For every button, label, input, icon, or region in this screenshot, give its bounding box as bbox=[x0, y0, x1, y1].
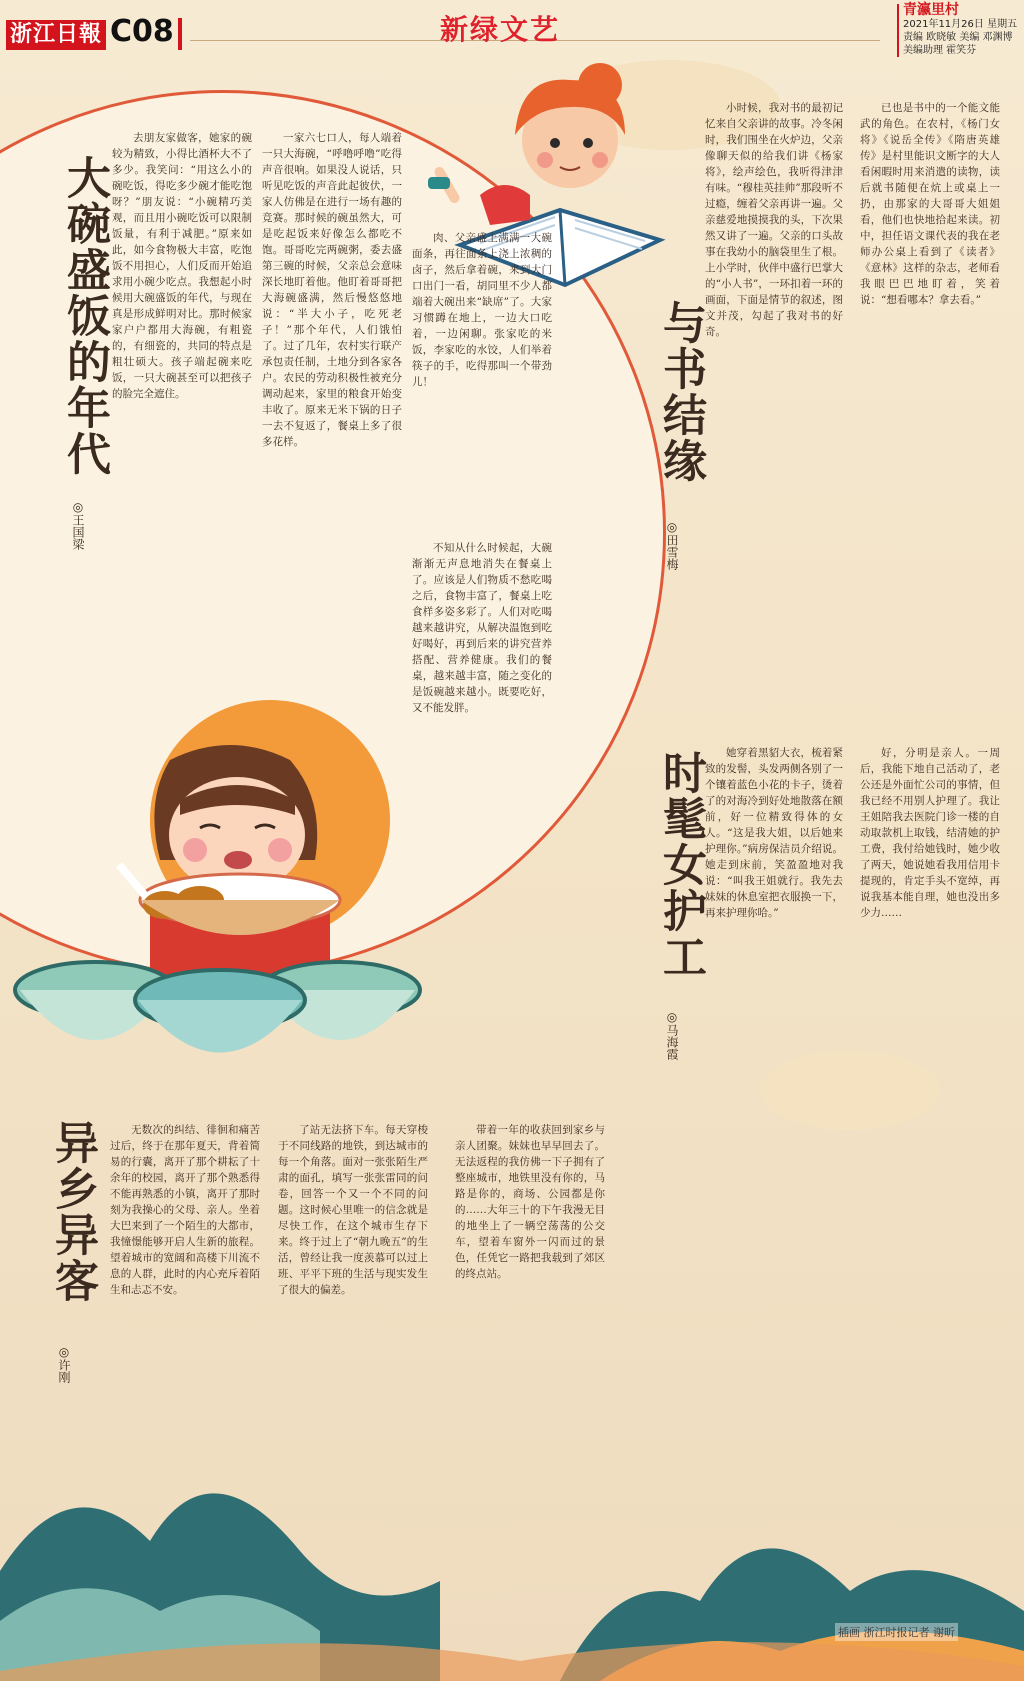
article-column: 肉、父亲盛上满满一大碗面条，再往面条上浇上浓稠的卤子，然后拿着碗，来到大门口出门一看，胡同里不少人都端着大碗出来“缺席”了。大家习惯蹲在地上，一边大口吃着，一边闲聊。张家吃的米饭，李家吃的水饺，人们举着筷子的手，吃得那叫一个带劲儿！ bbox=[412, 232, 552, 388]
editor-line-2: 美编助理 霍笑芬 bbox=[903, 45, 977, 56]
section-title: 新绿文艺 bbox=[440, 13, 561, 46]
edition-meta bbox=[897, 4, 1024, 57]
article-column: 已也是书中的一个能文能武的角色。在农村，《杨门女将》《说岳全传》《隋唐英雄传》是村里能识文断字的大人看闲暇时用来消遣的读物，读后就书随便在炕上或桌上一扔，由那家的大哥哥大姐姐看，他们也快地拾起来读。初中，担任语文课代表的我在老师办公桌上看到了《读者》《意林》这样的杂志，老师看我眼巴巴地盯着，笑着说：“想看哪本？拿去看。” bbox=[860, 102, 1000, 306]
article-column: 无数次的纠结、徘徊和痛苦过后，终于在那年夏天，背着简易的行囊，离开了那个耕耘了十余年的校园，离开了那个熟悉得不能再熟悉的小镇，离开了那时刻为我操心的父母、亲人。坐着大巴来到了一个陌生的大都市，我憧憬能够开启人生新的旅程。望着城市的宽阔和高楼下川流不息的人群，此时的内心充斥着陌生和忐忑不安。 bbox=[110, 1124, 260, 1296]
article-title-big-bowl: 大碗盛饭的年代 bbox=[59, 155, 110, 477]
page-header bbox=[0, 0, 1024, 56]
date-line: 2021年11月26日 星期五 bbox=[903, 19, 1018, 30]
bowls-illustration bbox=[10, 940, 430, 1090]
article-column: 了站无法挤下车。每天穿梭于不同线路的地铁，到达城市的每一个角落。面对一张张陌生严肃的面孔，填写一张张雷同的问卷，回答一个又一个不同的问题。这时候心里唯一的信念就是尽快工作，在这个城市生存下来。终于过上了“朝九晚五”的生活，曾经让我一度羡慕可以过上班、平平下班的生活与现实发生了很大的偏差。 bbox=[278, 1124, 428, 1296]
article-author: ◎许刚 bbox=[57, 1345, 71, 1383]
article-column: 一家六七口人，每人端着一只大海碗，“呼噜呼噜”吃得声音很响。如果没人说话，只听见吃饭的声音此起彼伏，一家人仿佛是在进行一场有趣的竞赛。那时候的碗虽然大，可是吃起饭来好像怎么都吃不饱。哥哥吃完两碗粥，委去盛第三碗的时候，父亲总会意味深长地盯着他。他盯着哥哥把大海碗盛满，然后慢悠悠地说：“半大小子，吃死老子！”那个年代，人们饿怕了。过了几年，农村实行联产承包责任制，土地分到各家各户。农民的劳动积极性被充分调动起来，家里的粮食开始变丰收了。原来无米下锅的日子一去不复返了，餐桌上多了很多花样。 bbox=[262, 132, 402, 448]
article-author: ◎王国梁 bbox=[71, 500, 85, 550]
article-column: 小时候，我对书的最初记忆来自父亲讲的故事。冷冬闲时，我们围坐在火炉边，父亲像聊天似的给我们讲《杨家将》，绘声绘色，我听得津津有味。“穆桂英挂帅”那段听不过瘾，缠着父亲再讲一遍。父亲慈爱地摸摸我的头，下次果然又讲了一遍。父亲的口头故事在我幼小的脑袋里生了根。上小学时，伙伴中盛行巴掌大的“小人书”，一环扣着一环的画面，下面是情节的叙述，图文并茂，勾起了我对书的好奇。 bbox=[705, 102, 843, 338]
article-column: 不知从什么时候起，大碗渐渐无声息地消失在餐桌上了。应该是人们物质不愁吃喝之后，食物丰富了，餐桌上吃食样多姿多彩了。人们对吃喝越来越讲究，从解决温饱到吃好喝好，再到后来的讲究营养搭配、营养健康。我们的餐桌，越来越丰富，随之变化的是饭碗越来越小。既要吃好，又不能发胖。 bbox=[412, 542, 552, 714]
header-divider bbox=[178, 18, 182, 50]
article-column: 好，分明是亲人。一周后，我能下地自己活动了，老公还是外面忙公司的事情，但我已经不用别人护理了。我让王姐陪我去医院门诊一楼的自动取款机上取钱，结清她的护工费，我付给她钱时，她少收了两天，她说她看我用信用卡提现的，肯定手头不宽绰，再说我基本能自理，她也没出多少力…… bbox=[860, 747, 1000, 919]
illustration-credit: 插画 浙江时报记者 谢昕 bbox=[835, 1623, 958, 1641]
article-column: 带着一年的收获回到家乡与亲人团聚。妹妹也早早回去了。无法返程的我仿佛一下子拥有了整座城市，地铁里没有你的，马路是你的，商场、公园都是你的……大年三十的下午我漫无目的地坐上了一辆空荡荡的公交车，望着车窗外一闪而过的景色，任凭它一路把我载到了郊区的终点站。 bbox=[455, 1124, 605, 1280]
article-author: ◎马海霞 bbox=[665, 1010, 679, 1060]
article-column: 去朋友家做客，她家的碗较为精致，小得比酒杯大不了多少。我笑问：“用这么小的碗吃饭，得吃多少碗才能吃饱呀？”朋友说：“小碗精巧美观，而且用小碗吃饭可以限制饭量，有利于减肥。”原来如此，如今食物极大丰富，吃饱饭不用担心，人们反而开始追求用小碗少吃点。我想起小时候用大碗盛饭的年代，与现在真是形成鲜明对比。那时候家家户户都用大海碗，有粗瓷的，有细瓷的，共同的特点是粗壮硕大。孩子端起碗来吃饭，一只大碗甚至可以把孩子的脸完全遮住。 bbox=[112, 132, 252, 400]
article-title-books: 与书结缘 bbox=[655, 300, 706, 484]
edition-brand: 青瀛里村 bbox=[903, 2, 959, 18]
article-author: ◎田雪梅 bbox=[665, 520, 679, 570]
article-column: 她穿着黑貂大衣，梳着紧致的发髻，头发两侧各别了一个镶着蓝色小花的卡子，烫着了的对海冷到好处地散落在额前，好一位精致得体的女人。“这是我大姐，以后她来护理你。”病房保洁员介绍说。她走到床前，笑盈盈地对我说：“叫我王姐就行。我先去妹妹的休息室把衣服换一下，再来护理你哈。” bbox=[705, 747, 843, 919]
editor-line: 责编 欧晓敏 美编 邓渊博 bbox=[903, 32, 1013, 43]
newspaper-logo: 浙江日報 bbox=[6, 20, 106, 50]
article-title-stranger: 异乡异客 bbox=[47, 1120, 98, 1304]
article-title-nurse: 时髦女护工 bbox=[655, 750, 706, 980]
page-number: C08 bbox=[110, 14, 174, 49]
